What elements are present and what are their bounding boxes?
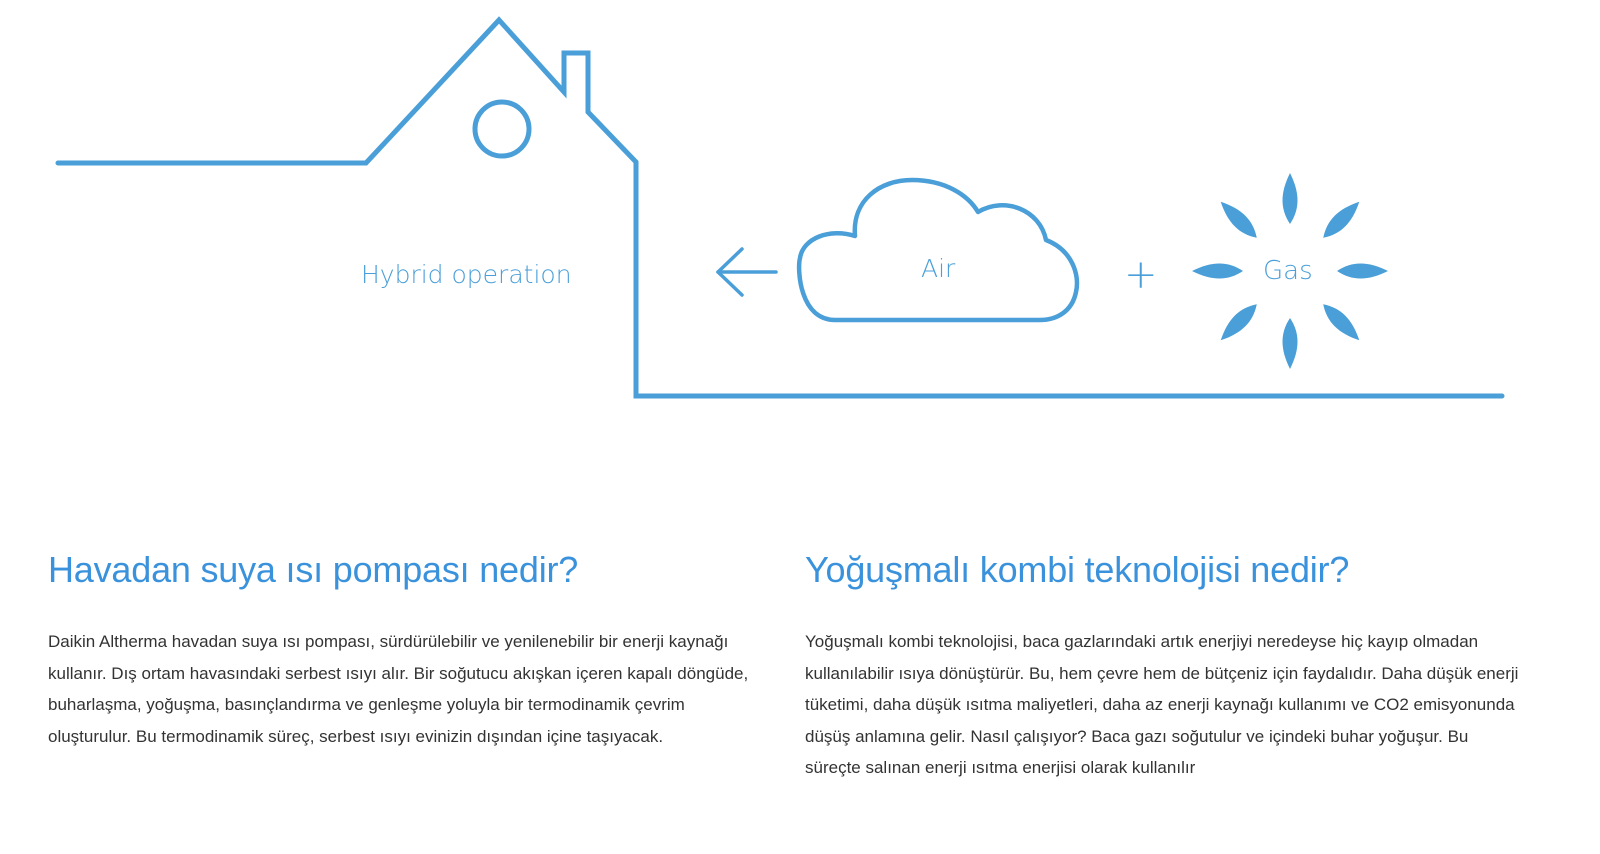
heat-pump-body: Daikin Altherma havadan suya ısı pompası, sürdürülebilir ve yenilenebilir bir enerji kaynağı kullanır. Dış ortam havasındaki serbest ısıyı alır. Bir soğutucu akışkan içeren kapalı döngüde, buharlaşma, yoğuşma, basınçlandırma ve genleşme yoluyla bir termodinamik çevrim oluşturulur. Bu termodinamik süreç, serbest ısıyı evinizin dışından içine taşıyacak. — [48, 632, 749, 746]
condensing-boiler-section — [805, 548, 1525, 784]
cloud-icon — [799, 180, 1077, 320]
flame-petal-icon — [1283, 318, 1298, 369]
plus-sign: + — [1124, 252, 1158, 298]
hybrid-operation-label: Hybrid operation — [361, 260, 572, 289]
flame-petal-icon — [1318, 196, 1365, 243]
flame-petal-icon — [1215, 196, 1262, 243]
flame-petal-icon — [1318, 299, 1365, 346]
condensing-boiler-title: Yoğuşmalı kombi teknolojisi nedir? — [805, 549, 1350, 590]
flame-petal-icon — [1283, 173, 1298, 224]
attic-window-icon — [475, 102, 529, 156]
heat-pump-section — [48, 548, 758, 752]
condensing-boiler-body: Yoğuşmalı kombi teknolojisi, baca gazlarındaki artık enerjiyi neredeyse hiç kayıp olmadan kullanılabilir ısıya dönüştürür. Bu, hem çevre hem de bütçeniz için faydalıdır. Daha düşük enerji tüketimi, daha düşük ısıtma maliyetleri, daha az enerji kaynağı kullanımı ve CO2 emisyonunda düşüş anlamına gelir. Nasıl çalışıyor? Baca gazı soğutulur ve içindeki buhar yoğuşur. Bu süreçte salınan enerji ısıtma enerjisi olarak kullanılır — [805, 632, 1519, 777]
flame-petal-icon — [1337, 264, 1388, 279]
flame-petal-icon — [1192, 264, 1243, 279]
air-label: Air — [921, 254, 956, 283]
flame-petal-icon — [1215, 299, 1262, 346]
arrow-left-icon — [718, 249, 776, 295]
hybrid-illustration-svg — [0, 0, 1600, 420]
hybrid-operation-illustration — [0, 0, 1600, 420]
heat-pump-title: Havadan suya ısı pompası nedir? — [48, 549, 579, 590]
gas-label: Gas — [1263, 256, 1313, 286]
